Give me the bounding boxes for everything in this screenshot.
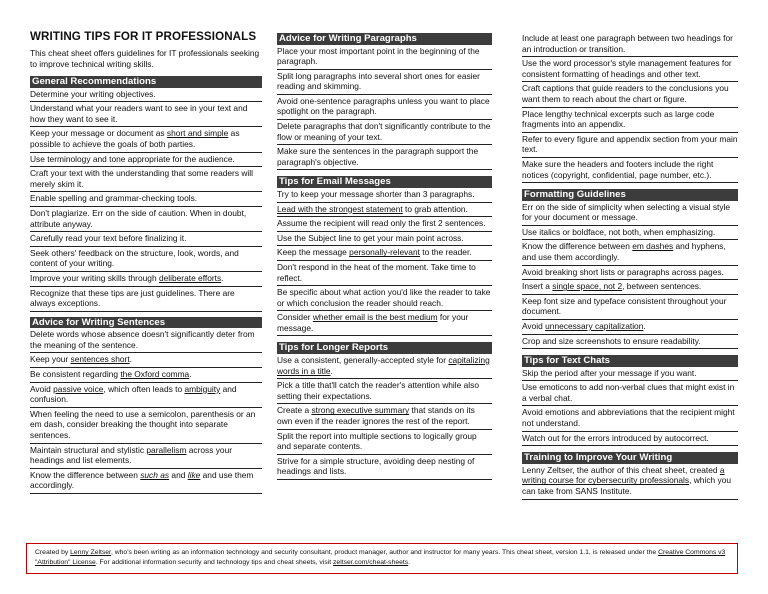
tip-item (30, 328, 262, 353)
section-training (522, 452, 738, 499)
text-segment: Keep the message (277, 247, 350, 258)
text-segment: Err on the side of simplicity when selecting a visual style for your document or message. (522, 201, 731, 223)
text-segment: , which you can take from SANS Institute. (522, 475, 732, 496)
text-segment: . (643, 320, 646, 331)
text-segment: Create a (277, 405, 312, 416)
text-segment: Carefully read your text before finalizing it. (30, 233, 187, 244)
text-segment: . (408, 558, 411, 566)
tip-item (277, 120, 492, 145)
text-segment: Use the word processor's style management features for consistent formatting of headings and other text. (522, 58, 732, 79)
text-segment: When feeling the need to use a semicolon, parenthesis or an em dash, consider breaking the thought into separate sentences. (30, 408, 256, 441)
tip-item (30, 353, 262, 368)
text-segment: Use the Subject line to get your main point across. (277, 232, 464, 243)
text-segment: Delete words whose absence doesn't significantly deter from the meaning of the sentence. (30, 329, 255, 350)
link[interactable]: whether email is the best medium (312, 312, 438, 323)
column-right (522, 32, 738, 500)
link[interactable]: zeltser.com/cheat-sheets (333, 558, 409, 566)
text-segment: Created by (35, 549, 71, 556)
text-segment: Make sure the sentences in the paragraph support the paragraph's objective. (277, 146, 479, 167)
text-segment: Craft captions that guide readers to the conclusions you want them to reach about the chart or figure. (522, 83, 729, 104)
section-formatting-guidelines (522, 189, 738, 349)
text-segment: Enable spelling and grammar-checking tools. (30, 193, 198, 204)
text-segment: as possible to achieve the goals of both parties. (30, 128, 240, 150)
section-text-chats (522, 355, 738, 446)
tip-item (30, 383, 262, 408)
link[interactable]: Lenny Zeltser (70, 549, 111, 556)
text-segment: Be specific about what action you'd like the reader to take or which conclusion the reader should reach. (277, 287, 491, 308)
text-segment: Place lengthy technical excerpts such as large code fragments into an appendix. (522, 108, 715, 130)
section-heading: Advice for Writing Sentences (30, 317, 262, 329)
tip-item (30, 232, 262, 247)
footer-credits (26, 543, 738, 574)
text-segment: Use a consistent, generally-accepted style for (277, 354, 449, 365)
tip-item (277, 311, 492, 336)
text-segment: across your headings and list elements. (30, 444, 233, 466)
section-heading: General Recommendations (30, 76, 262, 88)
link[interactable]: Lead with the strongest statement (277, 203, 403, 214)
text-segment: Delete paragraphs that don't significantly contribute to the flow or meaning of your text. (277, 121, 491, 142)
tip-item (30, 247, 262, 272)
tip-item (30, 88, 262, 103)
link[interactable]: like (187, 469, 201, 480)
link[interactable]: a writing course for cybersecurity professionals (522, 464, 725, 486)
text-segment: Crop and size screenshots to ensure readability. (522, 335, 701, 346)
text-segment: Determine your writing objectives. (30, 88, 156, 99)
text-segment: . (330, 365, 333, 376)
tip-item (522, 57, 738, 82)
tip-item (277, 246, 492, 261)
text-segment: Seek others' feedback on the structure, look, words, and content of your writing. (30, 247, 239, 269)
text-segment: . For additional information security and technology tips and cheat sheets, visit (95, 558, 334, 566)
tip-item (30, 127, 262, 152)
tip-item (30, 444, 262, 469)
text-segment: Pick a title that'll catch the reader's attention while also setting their expectations. (277, 380, 479, 401)
text-segment: Keep your (30, 354, 71, 365)
tip-item (277, 455, 492, 480)
tip-item (522, 367, 738, 382)
section-writing-paragraphs (277, 33, 492, 170)
text-segment: Use italics or boldface, not both, when emphasizing. (522, 226, 716, 237)
tip-item (522, 240, 738, 265)
section-longer-reports-continued (522, 32, 738, 183)
tip-item (30, 287, 262, 312)
tip-item (522, 295, 738, 320)
text-segment: Understand what your readers want to see in your text and how they want to see it. (30, 103, 248, 124)
tip-item (277, 45, 492, 70)
tip-item (522, 158, 738, 183)
link[interactable]: ambiguity (184, 383, 221, 394)
tip-item (30, 368, 262, 383)
tip-item (30, 207, 262, 232)
tip-item (277, 354, 492, 379)
tip-item (30, 408, 262, 444)
tip-item (277, 379, 492, 404)
link[interactable]: capitalizing words in a title (277, 354, 490, 376)
tip-item (277, 404, 492, 429)
tip-item (522, 266, 738, 281)
link[interactable]: Creative Commons v3 "Attribution" License (35, 549, 726, 566)
link[interactable]: single space, not 2 (552, 281, 623, 292)
section-heading: Advice for Writing Paragraphs (277, 33, 492, 45)
tip-item (522, 335, 738, 350)
tip-item (522, 201, 738, 226)
text-segment: Be consistent regarding (30, 369, 121, 380)
section-heading: Formatting Guidelines (522, 189, 738, 201)
link[interactable]: deliberate efforts (158, 273, 222, 283)
tip-item (522, 280, 738, 295)
text-segment: , between sentences. (622, 281, 702, 292)
link[interactable]: personally-relevant (349, 247, 420, 258)
tip-item (522, 320, 738, 335)
text-segment: Use emoticons to add non-verbal clues that might exist in a verbal chat. (522, 382, 735, 403)
tip-item (277, 203, 492, 218)
column-left (30, 30, 262, 494)
section-email-messages (277, 176, 492, 336)
tip-item (522, 32, 738, 57)
text-segment: Skip the period after your message if you want. (522, 367, 697, 378)
link[interactable]: passive voice (53, 383, 104, 394)
text-segment: Avoid emotions and abbreviations that the recipient might not understand. (522, 407, 735, 429)
text-segment: Avoid one-sentence paragraphs unless you want to place spotlight on the paragraph. (277, 95, 490, 117)
tip-item (30, 192, 262, 207)
text-segment: Refer to every figure and appendix section from your main text. (522, 133, 738, 155)
text-segment: Strive for a simple structure, avoiding deep nesting of headings and lists. (277, 455, 475, 477)
text-segment: and hyphens, and use them accordingly. (522, 241, 726, 262)
text-segment: Split long paragraphs into several short ones for easier reading and skimming. (277, 70, 480, 92)
section-heading: Tips for Text Chats (522, 355, 738, 367)
text-segment: Split the report into multiple sections to logically group and separate contents. (277, 430, 477, 452)
text-segment: Use terminology and tone appropriate for the audience. (30, 153, 235, 164)
tip-item (30, 469, 262, 494)
tip-item (522, 108, 738, 133)
text-segment: that stands on its own even if the reader ignores the rest of the report. (277, 405, 475, 426)
text-segment: Try to keep your message shorter than 3 paragraphs. (277, 188, 475, 199)
tip-item (277, 232, 492, 247)
tip-item (522, 432, 738, 447)
tip-item (522, 133, 738, 158)
text-segment: and confusion. (30, 383, 237, 405)
text-segment: Don't plagiarize. Err on the side of caution. When in doubt, attribute anyway. (30, 208, 247, 229)
text-segment: Craft your text with the understanding that some readers will merely skim it. (30, 168, 253, 189)
tip-item (277, 430, 492, 455)
link[interactable]: parallelism (146, 444, 187, 455)
text-segment: Recognize that these tips are just guidelines. There are always exceptions. (30, 287, 235, 309)
link[interactable]: short and simple (166, 128, 229, 139)
text-segment: , who's been writing as an information technology and security consultant, product manager, author and instructor for many years. This cheat sheet, version 1.1, is released under the (110, 549, 659, 556)
tip-item (522, 226, 738, 241)
text-segment: to grab attention. (402, 203, 468, 214)
text-segment: Avoid breaking short lists or paragraphs across pages. (522, 266, 724, 277)
link[interactable]: em dashes (632, 241, 674, 252)
text-segment: Improve your writing skills through (30, 273, 159, 283)
text-segment: Know the difference between (30, 469, 141, 480)
text-segment: Know the difference between (522, 241, 633, 252)
text-segment: for your message. (277, 312, 469, 333)
section-heading: Tips for Email Messages (277, 176, 492, 188)
text-segment: and (169, 469, 188, 480)
tip-item (277, 188, 492, 203)
tip-item (277, 70, 492, 95)
text-segment: to the reader. (419, 247, 472, 258)
column-middle (277, 30, 492, 480)
text-segment: , which often leads to (103, 383, 185, 394)
tip-item (277, 95, 492, 120)
tip-item (30, 102, 262, 127)
text-segment: Lenny Zeltser, the author of this cheat sheet, created (522, 464, 720, 475)
text-segment: . (221, 273, 224, 283)
text-segment: Consider (277, 312, 313, 323)
section-general-recommendations (30, 76, 262, 312)
section-writing-sentences (30, 317, 262, 494)
tip-item (277, 217, 492, 232)
tip-item (522, 464, 738, 500)
text-segment: Make sure the headers and footers include the right notices (copyright, confidential, page number, etc.). (522, 158, 714, 180)
intro-text: This cheat sheet offers guidelines for IT professionals seeking to improve technical writing skills. (30, 48, 260, 69)
link[interactable]: such as (140, 469, 170, 480)
tip-item (522, 381, 738, 406)
link[interactable]: unnecessary capitalization (545, 320, 644, 331)
text-segment: and use them accordingly. (30, 469, 254, 491)
section-heading: Training to Improve Your Writing (522, 452, 738, 464)
link[interactable]: sentences short (70, 354, 130, 365)
text-segment: . (129, 354, 132, 365)
section-heading: Tips for Longer Reports (277, 342, 492, 354)
link[interactable]: strong executive summary (311, 405, 410, 416)
text-segment: Avoid (522, 320, 546, 331)
tip-item (522, 82, 738, 107)
text-segment: Watch out for the errors introduced by autocorrect. (522, 432, 709, 443)
tip-item (30, 153, 262, 168)
section-longer-reports (277, 342, 492, 479)
text-segment: Don't respond in the heat of the moment. Take time to reflect. (277, 261, 476, 283)
tip-item (30, 167, 262, 192)
tip-item (277, 145, 492, 170)
text-segment: Insert a (522, 281, 553, 292)
text-segment: Place your most important point in the beginning of the paragraph. (277, 45, 480, 67)
text-segment: Include at least one paragraph between two headings for an introduction or transition. (522, 33, 733, 54)
page-title: WRITING TIPS FOR IT PROFESSIONALS (30, 30, 257, 43)
tip-item (522, 406, 738, 431)
text-segment: . (189, 369, 192, 380)
text-segment: Keep your message or document as (30, 128, 167, 139)
tip-item (277, 261, 492, 286)
link[interactable]: the Oxford comma (120, 369, 190, 380)
tip-item (30, 272, 262, 287)
text-segment: Avoid (30, 383, 54, 394)
tip-item (277, 286, 492, 311)
text-segment: Assume the recipient will read only the first 2 sentences. (277, 218, 486, 229)
text-segment: Keep font size and typeface consistent throughout your document. (522, 295, 727, 317)
text-segment: Maintain structural and stylistic (30, 444, 147, 455)
